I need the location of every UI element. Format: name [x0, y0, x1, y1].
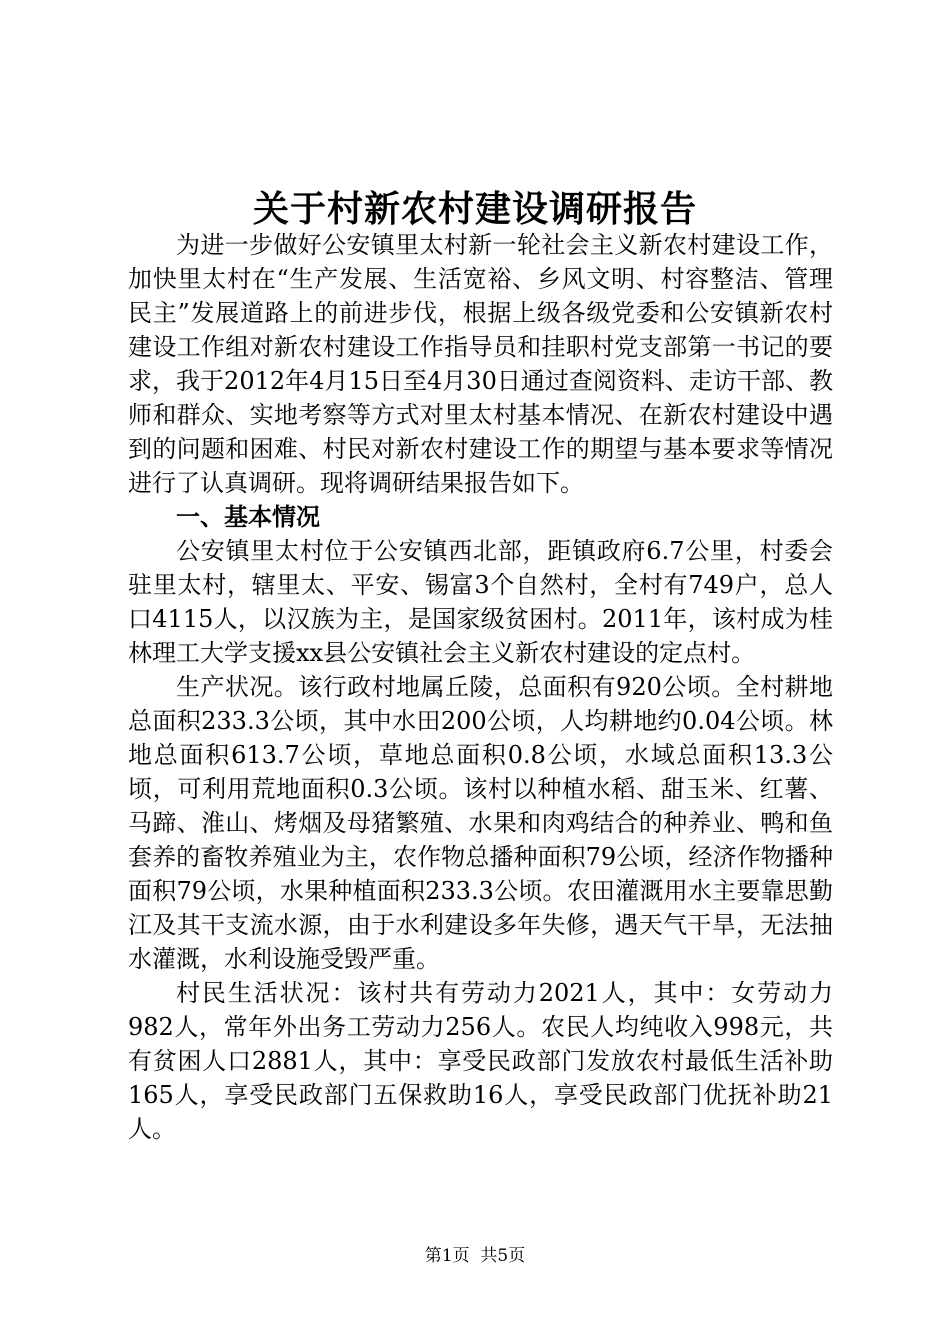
production-paragraph: 生产状况。该行政村地属丘陵，总面积有920公顷。全村耕地总面积233.3公顷，其中水田200公顷，人均耕地约0.04公顷。林地总面积613.7公顷，草地总面积0.8公顷，水域总面积13.3公顷，可利用荒地面积0.3公顷。该村以种植水稻、甜玉米、红薯、马蹄、淮山、烤烟及母猪繁殖、水果和肉鸡结合的种养业、鸭和鱼套养的畜牧养殖业为主，农作物总播种面积79公顷，经济作物播种面积79公顷，水果种植面积233.3公顷。农田灌溉用水主要靠思勤江及其干支流水源，由于水利建设多年失修，遇天气干旱，无法抽水灌溉，水利设施受毁严重。	[128, 673, 833, 973]
intro-paragraph: 为进一步做好公安镇里太村新一轮社会主义新农村建设工作，加快里太村在“生产发展、生活宽裕、乡风文明、村容整洁、管理民主”发展道路上的前进步伐，根据上级各级党委和公安镇新农村建设工作组对新农村建设工作指导员和挂职村党支部第一书记的要求，我于2012年4月15日至4月30日通过查阅资料、走访干部、教师和群众、实地考察等方式对里太村基本情况、在新农村建设中遇到的问题和困难、村民对新农村建设工作的期望与基本要求等情况进行了认真调研。现将调研结果报告如下。	[128, 231, 833, 497]
basic-info-paragraph: 公安镇里太村位于公安镇西北部，距镇政府6.7公里，村委会驻里太村，辖里太、平安、锡富3个自然村，全村有749户，总人口4115人，以汉族为主，是国家级贫困村。2011年，该村成为桂林理工大学支援xx县公安镇社会主义新农村建设的定点村。	[128, 537, 833, 667]
document-body	[128, 228, 833, 1146]
section-heading: 一、基本情况	[176, 502, 320, 531]
page-total: 共5页	[480, 1246, 526, 1266]
page-footer	[0, 1244, 950, 1268]
document-title: 关于村新农村建设调研报告	[252, 188, 697, 230]
living-paragraph: 村民生活状况：该村共有劳动力2021人，其中：女劳动力982人，常年外出务工劳动力256人。农民人均纯收入998元，共有贫困人口2881人，其中：享受民政部门发放农村最低生活补助165人，享受民政部门五保救助16人，享受民政部门优抚补助21人。	[128, 979, 833, 1143]
page-number: 第1页	[424, 1246, 470, 1266]
